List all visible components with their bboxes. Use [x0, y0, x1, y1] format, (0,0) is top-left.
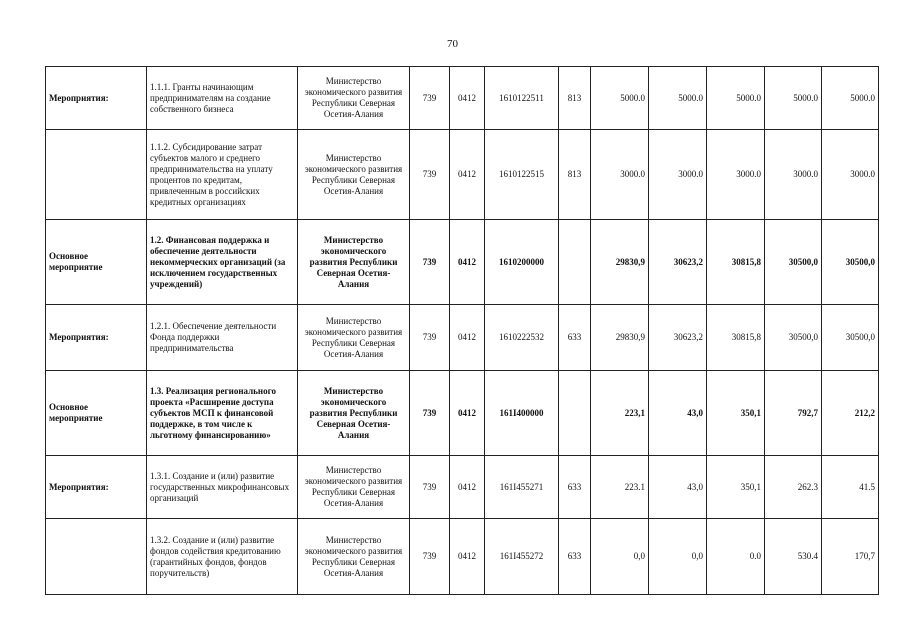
ministry-cell: Министерство экономического развития Республики Северная Осетия-Алания: [298, 220, 410, 305]
amount-year-1-cell: 5000.0: [591, 67, 649, 130]
page-number: 70: [447, 38, 458, 50]
category-cell: Мероприятия:: [46, 305, 147, 371]
ministry-cell: Министерство экономического развития Республики Северная Осетия-Алания: [298, 130, 410, 220]
expense-type-cell: 813: [559, 67, 591, 130]
category-cell: Мероприятия:: [46, 456, 147, 519]
table-row: [46, 220, 879, 305]
grbs-code-cell: 739: [410, 130, 450, 220]
target-article-cell: 161I455271: [485, 456, 559, 519]
table-row: [46, 130, 879, 220]
amount-year-1-cell: 0,0: [591, 519, 649, 595]
amount-year-4-cell: 3000.0: [765, 130, 822, 220]
amount-year-1-cell: 223,1: [591, 371, 649, 456]
ministry-cell: Министерство экономического развития Республики Северная Осетия-Алания: [298, 371, 410, 456]
grbs-code-cell: 739: [410, 67, 450, 130]
category-cell: [46, 519, 147, 595]
amount-year-1-cell: 29830,9: [591, 305, 649, 371]
ministry-cell: Министерство экономического развития Республики Северная Осетия-Алания: [298, 67, 410, 130]
table-row: [46, 519, 879, 595]
grbs-code-cell: 739: [410, 519, 450, 595]
expense-type-cell: [559, 220, 591, 305]
grbs-code-cell: 739: [410, 371, 450, 456]
grbs-code-cell: 739: [410, 305, 450, 371]
expense-type-cell: 633: [559, 519, 591, 595]
target-article-cell: 1610122515: [485, 130, 559, 220]
amount-year-3-cell: 5000.0: [707, 67, 765, 130]
expense-type-cell: 633: [559, 456, 591, 519]
amount-year-5-cell: 30500,0: [822, 220, 879, 305]
amount-year-2-cell: 30623,2: [649, 305, 707, 371]
activity-cell: 1.2. Финансовая поддержка и обеспечение деятельности некоммерческих организаций (за исключением государственных учреждений): [147, 220, 298, 305]
amount-year-4-cell: 30500,0: [765, 220, 822, 305]
section-code-cell: 0412: [450, 67, 485, 130]
amount-year-3-cell: 0.0: [707, 519, 765, 595]
section-code-cell: 0412: [450, 371, 485, 456]
activity-cell: 1.3. Реализация регионального проекта «Расширение доступа субъектов МСП к финансовой поддержке, в том числе к льготному финансированию»: [147, 371, 298, 456]
amount-year-2-cell: 30623,2: [649, 220, 707, 305]
category-cell: Мероприятия:: [46, 67, 147, 130]
activity-cell: 1.1.2. Субсидирование затрат субъектов малого и среднего предпринимательства на уплату процентов по кредитам, привлеченным в российских кредитных организациях: [147, 130, 298, 220]
activity-cell: 1.3.1. Создание и (или) развитие государственных микрофинансовых организаций: [147, 456, 298, 519]
ministry-cell: Министерство экономического развития Республики Северная Осетия-Алания: [298, 305, 410, 371]
category-cell: Основное мероприятие: [46, 220, 147, 305]
amount-year-3-cell: 30815,8: [707, 220, 765, 305]
grbs-code-cell: 739: [410, 456, 450, 519]
amount-year-5-cell: 30500,0: [822, 305, 879, 371]
target-article-cell: 161I400000: [485, 371, 559, 456]
budget-table: [45, 66, 879, 595]
amount-year-4-cell: 530.4: [765, 519, 822, 595]
ministry-cell: Министерство экономического развития Республики Северная Осетия-Алания: [298, 519, 410, 595]
section-code-cell: 0412: [450, 220, 485, 305]
activity-cell: 1.1.1. Гранты начинающим предпринимателям на создание собственного бизнеса: [147, 67, 298, 130]
amount-year-1-cell: 29830,9: [591, 220, 649, 305]
expense-type-cell: 633: [559, 305, 591, 371]
amount-year-2-cell: 43,0: [649, 371, 707, 456]
section-code-cell: 0412: [450, 305, 485, 371]
section-code-cell: 0412: [450, 456, 485, 519]
target-article-cell: 161I455272: [485, 519, 559, 595]
ministry-cell: Министерство экономического развития Республики Северная Осетия-Алания: [298, 456, 410, 519]
expense-type-cell: [559, 371, 591, 456]
section-code-cell: 0412: [450, 130, 485, 220]
table-row: [46, 456, 879, 519]
amount-year-3-cell: 30815,8: [707, 305, 765, 371]
amount-year-4-cell: 30500,0: [765, 305, 822, 371]
category-cell: [46, 130, 147, 220]
amount-year-5-cell: 212,2: [822, 371, 879, 456]
grbs-code-cell: 739: [410, 220, 450, 305]
table-row: [46, 305, 879, 371]
amount-year-3-cell: 350,1: [707, 371, 765, 456]
table-row: [46, 67, 879, 130]
amount-year-2-cell: 3000.0: [649, 130, 707, 220]
amount-year-5-cell: 3000.0: [822, 130, 879, 220]
amount-year-2-cell: 5000.0: [649, 67, 707, 130]
amount-year-3-cell: 350,1: [707, 456, 765, 519]
expense-type-cell: 813: [559, 130, 591, 220]
target-article-cell: 1610222532: [485, 305, 559, 371]
target-article-cell: 1610122511: [485, 67, 559, 130]
amount-year-4-cell: 262.3: [765, 456, 822, 519]
category-cell: Основное мероприятие: [46, 371, 147, 456]
activity-cell: 1.2.1. Обеспечение деятельности Фонда поддержки предпринимательства: [147, 305, 298, 371]
amount-year-5-cell: 5000.0: [822, 67, 879, 130]
amount-year-4-cell: 5000.0: [765, 67, 822, 130]
amount-year-5-cell: 170,7: [822, 519, 879, 595]
amount-year-1-cell: 223.1: [591, 456, 649, 519]
amount-year-4-cell: 792,7: [765, 371, 822, 456]
target-article-cell: 1610200000: [485, 220, 559, 305]
amount-year-2-cell: 43,0: [649, 456, 707, 519]
amount-year-2-cell: 0,0: [649, 519, 707, 595]
section-code-cell: 0412: [450, 519, 485, 595]
table-row: [46, 371, 879, 456]
amount-year-3-cell: 3000.0: [707, 130, 765, 220]
activity-cell: 1.3.2. Создание и (или) развитие фондов содействия кредитованию (гарантийных фондов, фондов поручительств): [147, 519, 298, 595]
amount-year-1-cell: 3000.0: [591, 130, 649, 220]
amount-year-5-cell: 41.5: [822, 456, 879, 519]
